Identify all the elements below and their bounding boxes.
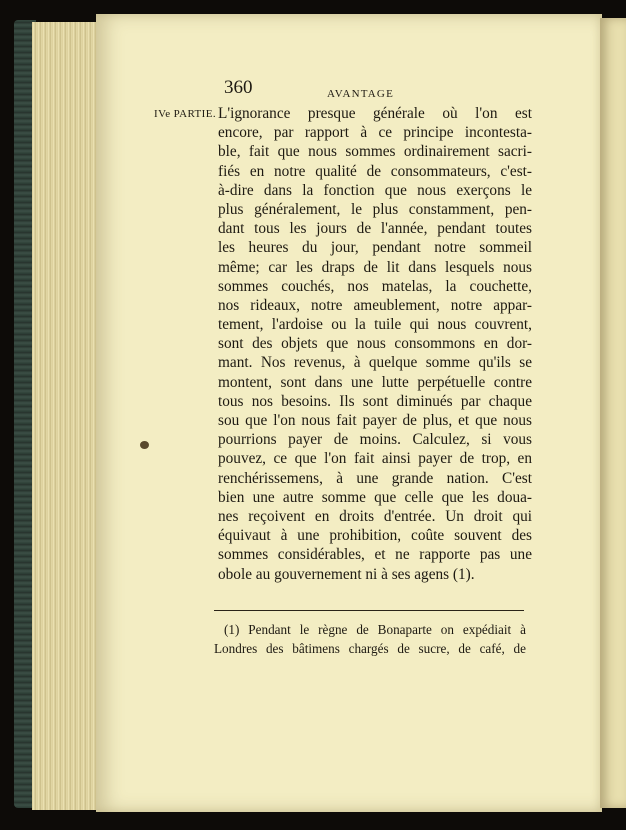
text-line: L'ignorance presque générale où l'on est (218, 105, 532, 122)
text-line: tement, l'ardoise ou la tuile qui nous couvrent, (218, 316, 532, 334)
text-line: pourrions payer de moins. Calculez, si vous (218, 431, 532, 449)
text-line: dant tous les jours de l'année, pendant toutes (218, 220, 532, 238)
text-line: bien une autre somme que celle que les doua- (218, 488, 532, 506)
facing-page-edge (600, 18, 626, 808)
text-line: sou que l'on nous fait payer de plus, et que nous (218, 412, 532, 429)
text-line: sont des objets que nous consommons en dor- (218, 335, 532, 353)
running-title: AVANTAGE (327, 88, 394, 100)
footnote (214, 620, 526, 658)
margin-note: IVe PARTIE. (154, 108, 216, 120)
text-line: sommes couchés, nos matelas, la couchette, (218, 277, 532, 295)
text-line: montent, sont dans une lutte perpétuelle contre (218, 373, 532, 391)
text-line: à-dire dans la fonction que nous exerçons le (218, 181, 532, 199)
page-number: 360 (224, 77, 253, 98)
text-line: encore, par rapport à ce principe incontesta- (218, 124, 532, 142)
text-line: même; car les draps de lit dans lesquels nous (218, 258, 532, 276)
footnote-line: (1) Pendant le règne de Bonaparte on expédiait à (224, 622, 526, 637)
text-line: nes reçoivent en droits d'entrée. Un droit qui (218, 507, 532, 525)
text-line: sommes considérables, et ne rapporte pas une (218, 546, 532, 564)
stain-mark (140, 441, 149, 449)
text-line: les heures du jour, pendant notre sommeil (218, 239, 532, 257)
text-line: ble, fait que nous sommes ordinairement sacri- (218, 143, 532, 161)
page-edges (32, 22, 102, 810)
footnote-divider (214, 610, 524, 611)
text-line: plus généralement, le plus constamment, pen- (218, 200, 532, 218)
text-line: mant. Nos revenus, à quelque somme qu'ils se (218, 354, 532, 372)
text-line: pouvez, ce que l'on fait ainsi payer de trop, en (218, 450, 532, 468)
text-line: tous nos besoins. Ils sont diminués par chaque (218, 392, 532, 410)
text-line: obole au gouvernement ni à ses agens (1). (218, 565, 475, 583)
text-line: équivaut à une prohibition, coûte souvent des (218, 527, 532, 545)
text-line: nos rideaux, notre ameublement, notre appar- (218, 296, 532, 314)
text-line: renchérissemens, à une grande nation. C'est (218, 469, 532, 487)
body-text (218, 104, 532, 584)
text-line: fiés en notre qualité de consommateurs, c'est- (218, 162, 532, 180)
footnote-line: Londres des bâtimens chargés de sucre, de café, de (214, 641, 526, 656)
